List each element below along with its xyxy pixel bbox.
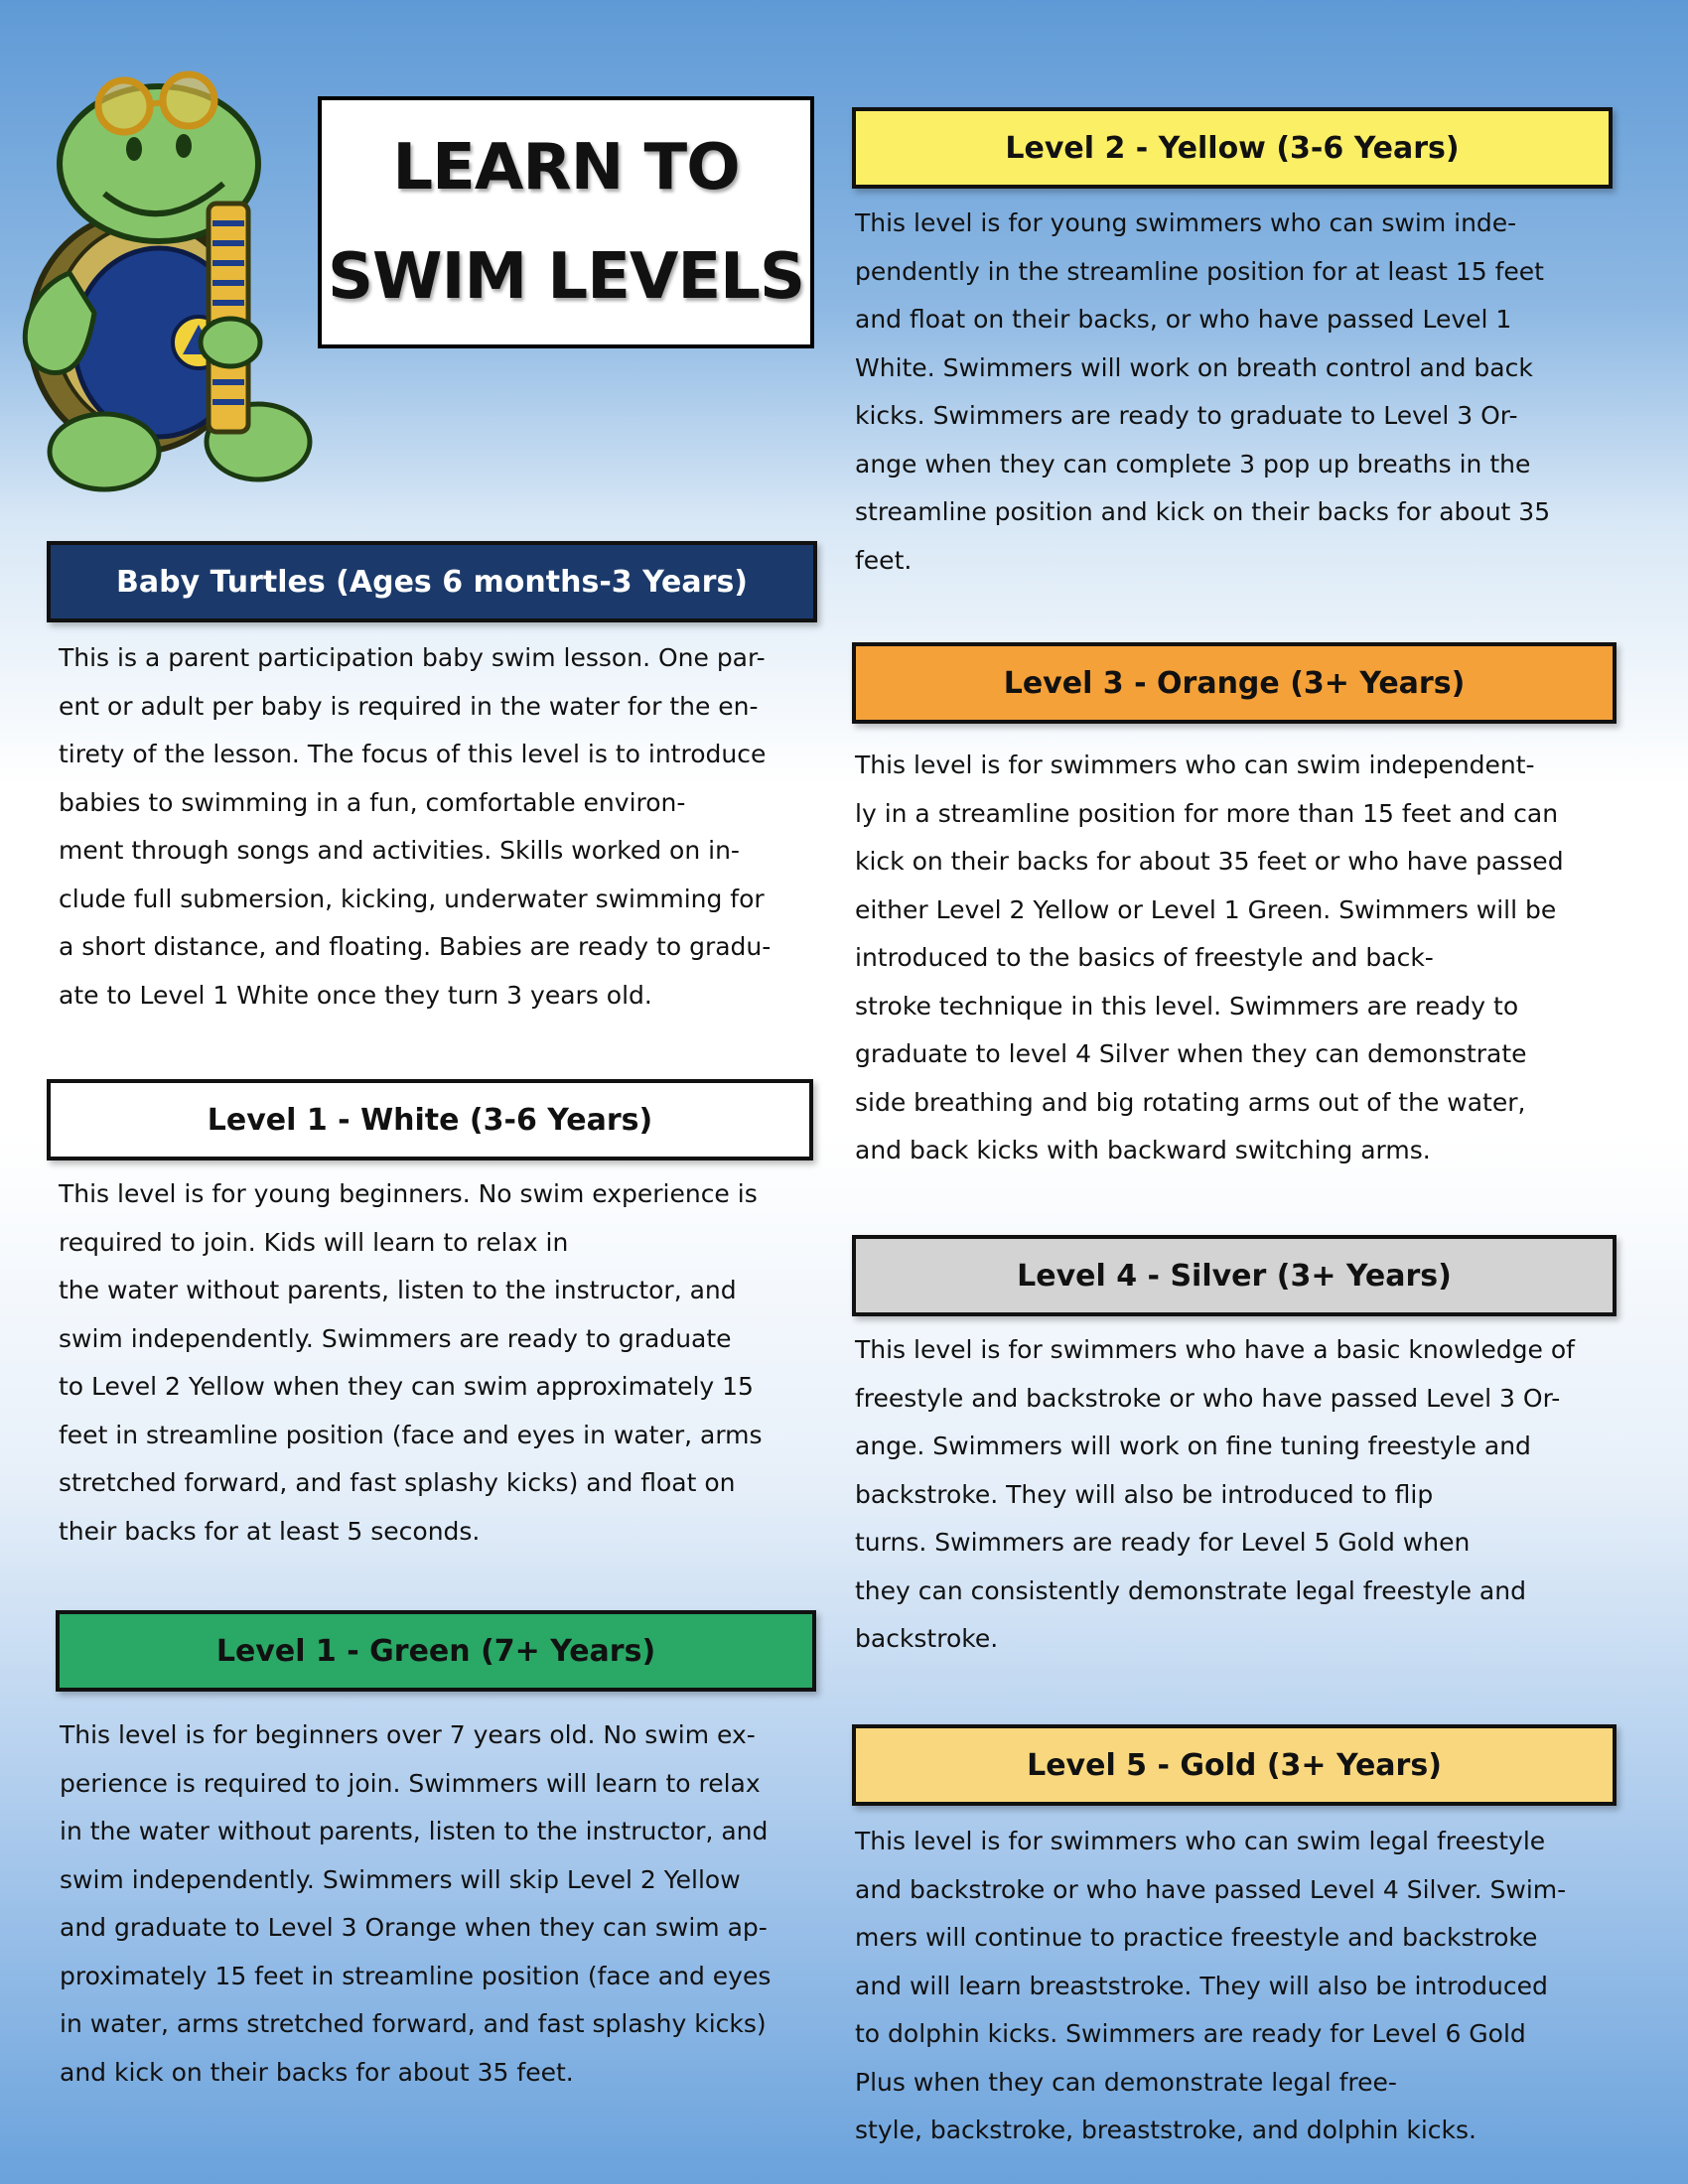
heading-level-1-white: Level 1 - White (3-6 Years) <box>47 1079 813 1160</box>
section-level-1-white <box>47 1079 837 1556</box>
body-line: ent or adult per baby is required in the water for the en- <box>59 691 759 721</box>
body-line: backstroke. <box>855 1624 999 1653</box>
body-line: to dolphin kicks. Swimmers are ready for Level 6 Gold <box>855 2019 1526 2048</box>
body-line: style, backstroke, breaststroke, and dolphin kicks. <box>855 2116 1477 2144</box>
body-line: pendently in the streamline position for at least 15 feet <box>855 256 1544 286</box>
body-line: White. Swimmers will work on breath control and back <box>855 352 1533 382</box>
body-line: This is a parent participation baby swim lesson. One par- <box>59 643 766 672</box>
body-level-3-orange <box>852 742 1626 1175</box>
body-line: they can consistently demonstrate legal freestyle and <box>855 1575 1526 1605</box>
body-level-1-white <box>47 1170 837 1556</box>
body-line: side breathing and big rotating arms out of the water, <box>855 1087 1526 1117</box>
body-line: feet in streamline position (face and eyes in water, arms <box>59 1420 763 1449</box>
heading-level-4-silver: Level 4 - Silver (3+ Years) <box>852 1235 1617 1316</box>
body-line: and back kicks with backward switching arms. <box>855 1136 1431 1164</box>
body-line: and graduate to Level 3 Orange when they can swim ap- <box>60 1913 768 1942</box>
body-line: graduate to level 4 Silver when they can demonstrate <box>855 1039 1527 1068</box>
body-line: clude full submersion, kicking, underwater swimming for <box>59 884 765 913</box>
body-line: mers will continue to practice freestyle and backstroke <box>855 1923 1538 1952</box>
body-line: This level is for young beginners. No swim experience is <box>59 1179 758 1208</box>
body-line: their backs for at least 5 seconds. <box>59 1516 481 1546</box>
body-line: proximately 15 feet in streamline position (face and eyes <box>60 1961 772 1990</box>
body-line: ange. Swimmers will work on fine tuning freestyle and <box>855 1432 1531 1460</box>
body-line: tirety of the lesson. The focus of this level is to introduce <box>59 740 767 768</box>
body-level-4-silver <box>852 1326 1626 1664</box>
body-line: backstroke. They will also be introduced to flip <box>855 1479 1434 1509</box>
section-level-3-orange <box>852 642 1626 1175</box>
body-line: to Level 2 Yellow when they can swim approximately 15 <box>59 1372 754 1401</box>
body-line: streamline position and kick on their backs for about 35 <box>855 497 1551 526</box>
body-line: ly in a streamline position for more than 15 feet and can <box>855 798 1559 828</box>
body-line: perience is required to join. Swimmers will learn to relax <box>60 1768 761 1798</box>
body-line: ate to Level 1 White once they turn 3 years old. <box>59 980 652 1010</box>
body-line: kick on their backs for about 35 feet or who have passed <box>855 847 1564 876</box>
body-line: and will learn breaststroke. They will also be introduced <box>855 1971 1548 2000</box>
body-line: This level is for swimmers who have a basic knowledge of <box>855 1335 1575 1364</box>
body-line: Plus when they can demonstrate legal free- <box>855 2067 1397 2097</box>
title-line-1: LEARN TO <box>392 131 740 205</box>
body-line: stroke technique in this level. Swimmers are ready to <box>855 991 1519 1021</box>
body-baby-turtles <box>47 634 837 1020</box>
heading-level-2-yellow: Level 2 - Yellow (3-6 Years) <box>852 107 1613 189</box>
body-line: freestyle and backstroke or who have passed Level 3 Or- <box>855 1383 1561 1413</box>
body-line: babies to swimming in a fun, comfortable environ- <box>59 787 686 817</box>
body-line: either Level 2 Yellow or Level 1 Green. Swimmers will be <box>855 894 1557 924</box>
section-level-4-silver <box>852 1235 1626 1664</box>
body-line: a short distance, and floating. Babies are ready to gradu- <box>59 932 772 961</box>
title-line-2: SWIM LEVELS <box>327 240 805 314</box>
body-line: This level is for beginners over 7 years old. No swim ex- <box>60 1720 756 1749</box>
turtle-mascot-illustration <box>10 45 348 501</box>
body-line: This level is for swimmers who can swim legal freestyle <box>855 1827 1546 1855</box>
body-line: turns. Swimmers are ready for Level 5 Gold when <box>855 1528 1471 1557</box>
body-level-5-gold <box>852 1818 1626 2155</box>
heading-baby-turtles: Baby Turtles (Ages 6 months-3 Years) <box>47 541 817 622</box>
body-line: feet. <box>855 545 913 575</box>
heading-level-5-gold: Level 5 - Gold (3+ Years) <box>852 1724 1617 1806</box>
body-line: swim independently. Swimmers will skip Level 2 Yellow <box>60 1864 741 1894</box>
body-line: introduced to the basics of freestyle and back- <box>855 943 1434 972</box>
body-line: This level is for young swimmers who can swim inde- <box>855 208 1517 237</box>
body-line: This level is for swimmers who can swim independent- <box>855 751 1535 779</box>
section-level-1-green <box>56 1610 846 2097</box>
body-line: required to join. Kids will learn to relax in <box>59 1227 569 1257</box>
body-line: stretched forward, and fast splashy kicks) and float on <box>59 1468 736 1497</box>
body-level-1-green <box>56 1711 846 2097</box>
body-line: kicks. Swimmers are ready to graduate to Level 3 Or- <box>855 401 1518 430</box>
body-line: the water without parents, listen to the instructor, and <box>59 1276 737 1304</box>
body-line: swim independently. Swimmers are ready to graduate <box>59 1323 732 1353</box>
title-box <box>318 96 814 348</box>
heading-level-3-orange: Level 3 - Orange (3+ Years) <box>852 642 1617 724</box>
body-line: ment through songs and activities. Skills worked on in- <box>59 836 740 865</box>
heading-level-1-green: Level 1 - Green (7+ Years) <box>56 1610 816 1692</box>
body-line: and kick on their backs for about 35 feet. <box>60 2057 574 2087</box>
body-line: ange when they can complete 3 pop up breaths in the <box>855 449 1531 478</box>
section-level-2-yellow <box>852 107 1626 585</box>
body-line: and backstroke or who have passed Level 4 Silver. Swim- <box>855 1874 1567 1904</box>
section-level-5-gold <box>852 1724 1626 2155</box>
body-line: and float on their backs, or who have passed Level 1 <box>855 305 1512 334</box>
section-baby-turtles <box>47 541 837 1020</box>
body-level-2-yellow <box>852 200 1626 585</box>
body-line: in water, arms stretched forward, and fast splashy kicks) <box>60 2009 767 2038</box>
body-line: in the water without parents, listen to the instructor, and <box>60 1817 769 1845</box>
